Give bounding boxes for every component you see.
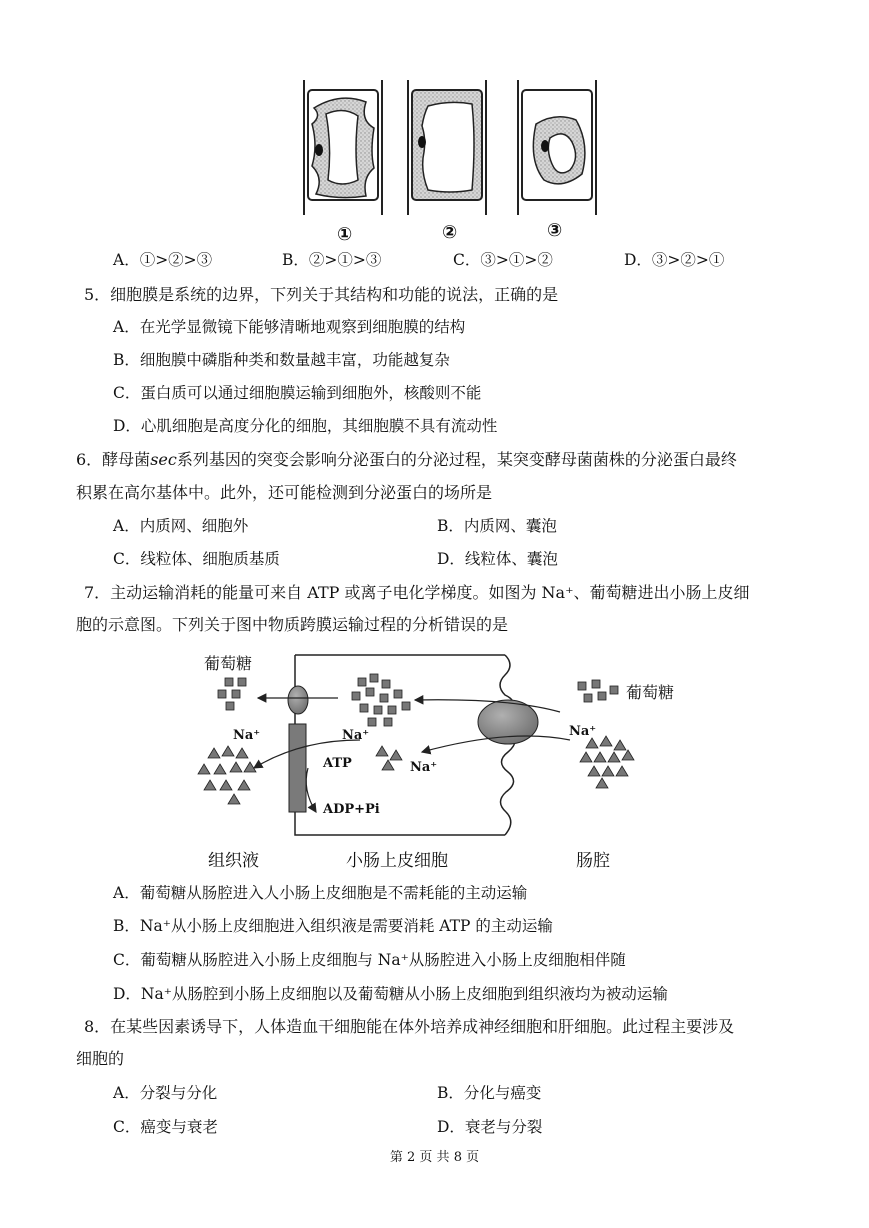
- q6-stem-pre: 6．酵母菌: [76, 450, 151, 469]
- glucose-right-cluster: [578, 680, 618, 702]
- q8-stem-line1: 8．在某些因素诱导下，人体造血干细胞能在体外培养成神经细胞和肝细胞。此过程主要涉及: [84, 1017, 735, 1036]
- q8-option-d: D．衰老与分裂: [437, 1118, 543, 1136]
- q7-option-c: C．葡萄糖从肠腔进入小肠上皮细胞与 Na⁺从肠腔进入小肠上皮细胞相伴随: [113, 951, 626, 969]
- q4-option-b: B．②>①>③: [282, 251, 382, 269]
- q5-stem: 5．细胞膜是系统的边界，下列关于其结构和功能的说法，正确的是: [84, 285, 559, 304]
- na-left-cluster: [198, 746, 256, 804]
- q7-option-d: D．Na⁺从肠腔到小肠上皮细胞以及葡萄糖从小肠上皮细胞到组织液均为被动运输: [113, 985, 668, 1003]
- q8-option-a: A．分裂与分化: [113, 1084, 218, 1102]
- q4-option-d: D．③>②>①: [624, 251, 725, 269]
- cell-label-1: ①: [337, 224, 353, 245]
- q6-option-c: C．线粒体、细胞质基质: [113, 550, 280, 568]
- glucose-cell-cluster: [352, 674, 410, 726]
- q7-option-b: B．Na⁺从小肠上皮细胞进入组织液是需要消耗 ATP 的主动运输: [113, 917, 553, 935]
- diagram-atp-label: ATP: [323, 756, 352, 771]
- q4-option-a: A．①>②>③: [113, 251, 213, 269]
- diagram-tissue-fluid-label: 组织液: [208, 851, 259, 871]
- cell-label-3: ③: [547, 220, 563, 241]
- page-footer: 第 2 页 共 8 页: [389, 1150, 480, 1165]
- na-right-cluster: [580, 736, 634, 788]
- q6-stem-line2: 积累在高尔基体中。此外，还可能检测到分泌蛋白的场所是: [76, 483, 493, 502]
- cell-3: [518, 80, 596, 215]
- q7-stem-line2: 胞的示意图。下列关于图中物质跨膜运输过程的分析错误的是: [76, 615, 509, 634]
- q6-option-a: A．内质网、细胞外: [113, 517, 249, 535]
- cell-2: [408, 80, 486, 215]
- diagram-na-left-label: Na⁺: [233, 728, 261, 743]
- cell-label-2: ②: [442, 222, 458, 243]
- q8-option-b: B．分化与癌变: [437, 1084, 542, 1102]
- q6-option-b: B．内质网、囊泡: [437, 517, 557, 535]
- diagram-na-mid2-label: Na⁺: [410, 760, 438, 775]
- diagram-adp-label: ADP+Pi: [323, 802, 380, 817]
- diagram-na-right-label: Na⁺: [569, 724, 597, 739]
- q8-stem-line2: 细胞的: [76, 1049, 125, 1068]
- cell-1: [304, 80, 382, 215]
- transport-diagram: [190, 640, 660, 875]
- q6-stem-italic: sec: [150, 450, 177, 469]
- na-cell-cluster: [376, 746, 402, 770]
- diagram-glucose-left-label: 葡萄糖: [204, 654, 253, 673]
- plasmolysis-cells-figure: [300, 80, 610, 215]
- q6-option-d: D．线粒体、囊泡: [437, 550, 558, 568]
- q6-stem-line1: [76, 450, 737, 470]
- q5-option-d: D．心肌细胞是高度分化的细胞，其细胞膜不具有流动性: [113, 417, 498, 435]
- glucose-left-cluster: [218, 678, 246, 710]
- diagram-lumen-label: 肠腔: [576, 851, 610, 871]
- diagram-glucose-right-label: 葡萄糖: [626, 683, 675, 702]
- diagram-cell-label: 小肠上皮细胞: [346, 851, 448, 871]
- diagram-na-mid1-label: Na⁺: [342, 728, 370, 743]
- q7-stem-line1: 7．主动运输消耗的能量可来自 ATP 或离子电化学梯度。如图为 Na⁺、葡萄糖进出小肠上皮细: [84, 583, 750, 602]
- q7-option-a: A．葡萄糖从肠腔进入人小肠上皮细胞是不需耗能的主动运输: [113, 884, 528, 902]
- q8-option-c: C．癌变与衰老: [113, 1118, 218, 1136]
- q4-option-c: C．③>①>②: [453, 251, 553, 269]
- q6-stem-post: 系列基因的突变会影响分泌蛋白的分泌过程，某突变酵母菌菌株的分泌蛋白最终: [176, 450, 737, 469]
- q5-option-b: B．细胞膜中磷脂种类和数量越丰富，功能越复杂: [113, 351, 450, 369]
- q5-option-a: A．在光学显微镜下能够清晰地观察到细胞膜的结构: [113, 318, 466, 336]
- q5-option-c: C．蛋白质可以通过细胞膜运输到细胞外，核酸则不能: [113, 384, 482, 402]
